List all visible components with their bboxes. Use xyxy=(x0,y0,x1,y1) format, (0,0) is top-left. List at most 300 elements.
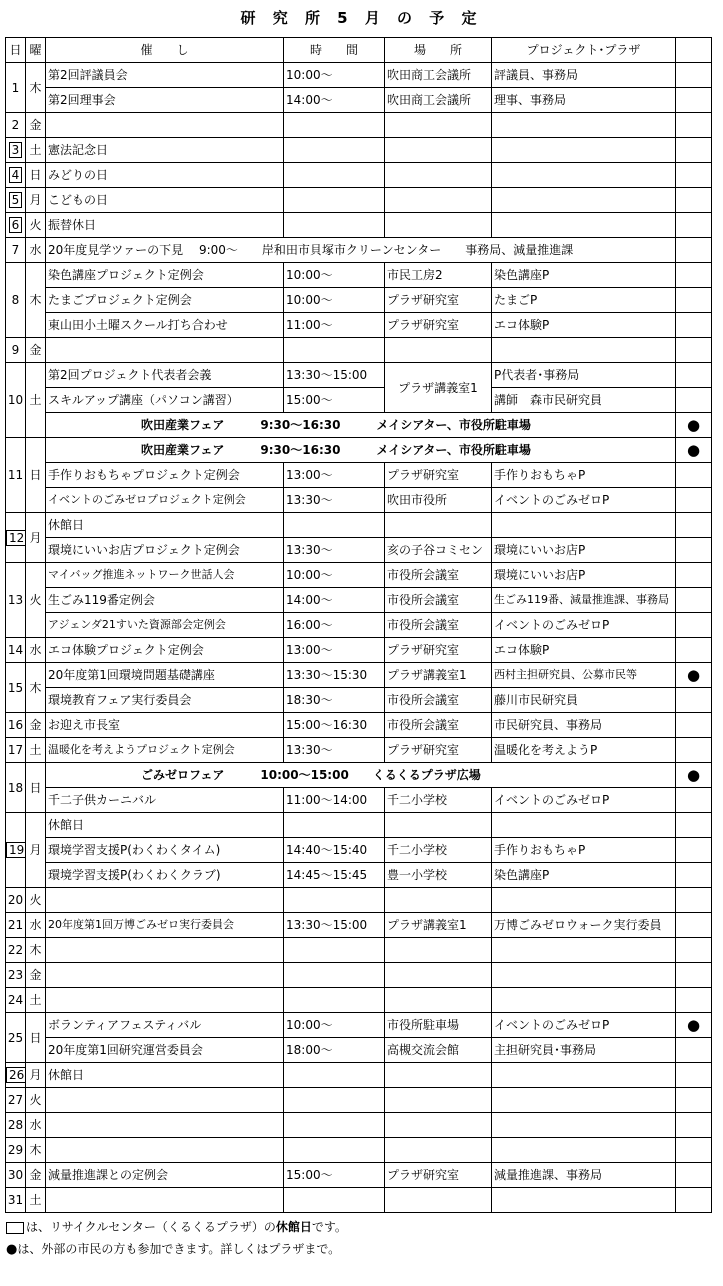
table-row xyxy=(6,763,712,788)
table-row xyxy=(6,938,712,963)
table-row xyxy=(6,63,712,88)
mark-cell xyxy=(676,388,712,413)
event-time xyxy=(284,138,385,163)
table-row xyxy=(6,113,712,138)
day-cell xyxy=(6,113,26,138)
weekday-cell: 水 xyxy=(26,238,46,263)
event-name: お迎え市長室 xyxy=(46,713,284,738)
event-place: 高槻交流会館 xyxy=(385,1038,492,1063)
day-cell xyxy=(6,363,26,438)
event-project: たまごP xyxy=(492,288,676,313)
table-row xyxy=(6,1088,712,1113)
day-cell xyxy=(6,1013,26,1063)
event-place xyxy=(385,1088,492,1113)
event-name: 東山田小土曜スクール打ち合わせ xyxy=(46,313,284,338)
table-row xyxy=(6,788,712,813)
event-project xyxy=(492,138,676,163)
header-project: プロジェクト･プラザ xyxy=(492,38,676,63)
day-number: 20 xyxy=(7,893,24,907)
event-summary: 吹田産業フェア 9:30～16:30 メイシアター、市役所駐車場 xyxy=(46,413,676,438)
mark-cell xyxy=(676,688,712,713)
day-number: 25 xyxy=(7,1030,24,1045)
event-project xyxy=(492,213,676,238)
page-title: 研 究 所 5 月 の 予 定 xyxy=(240,9,483,27)
event-name: 第2回プロジェクト代表者会義 xyxy=(46,363,284,388)
event-project xyxy=(492,163,676,188)
event-project: 生ごみ119番、減量推進課、事務局 xyxy=(492,588,676,613)
event-time xyxy=(284,1138,385,1163)
weekday-cell: 金 xyxy=(26,963,46,988)
day-number: 7 xyxy=(11,243,20,257)
day-cell xyxy=(6,813,26,888)
event-project xyxy=(492,513,676,538)
event-place: 市役所会議室 xyxy=(385,588,492,613)
mark-cell xyxy=(676,513,712,538)
table-row xyxy=(6,713,712,738)
event-name xyxy=(46,1138,284,1163)
table-row xyxy=(6,688,712,713)
event-time xyxy=(284,938,385,963)
event-time: 10:00～ xyxy=(284,263,385,288)
mark-cell xyxy=(676,238,712,263)
event-name: 休館日 xyxy=(46,813,284,838)
day-cell xyxy=(6,738,26,763)
public-event-dot-icon: ● xyxy=(676,1013,712,1038)
table-row xyxy=(6,413,712,438)
event-name: 千二子供カーニバル xyxy=(46,788,284,813)
dot-legend-icon: ● xyxy=(6,1242,18,1257)
event-time: 14:45～15:45 xyxy=(284,863,385,888)
event-time xyxy=(284,1063,385,1088)
closed-day-number: 3 xyxy=(9,142,23,158)
table-row xyxy=(6,288,712,313)
event-name: こどもの日 xyxy=(46,188,284,213)
mark-cell xyxy=(676,963,712,988)
event-time: 13:30～15:00 xyxy=(284,363,385,388)
day-number: 21 xyxy=(7,918,24,932)
weekday-cell: 土 xyxy=(26,1188,46,1213)
event-project xyxy=(492,188,676,213)
table-row xyxy=(6,163,712,188)
weekday-cell: 金 xyxy=(26,713,46,738)
mark-cell xyxy=(676,463,712,488)
weekday-cell: 木 xyxy=(26,938,46,963)
day-number: 16 xyxy=(7,718,24,732)
weekday-cell: 月 xyxy=(26,813,46,888)
weekday-cell: 水 xyxy=(26,638,46,663)
event-name: 減量推進課との定例会 xyxy=(46,1163,284,1188)
day-cell xyxy=(6,1113,26,1138)
day-cell xyxy=(6,163,26,188)
event-name: スキルアップ講座（パソコン講習） xyxy=(46,388,284,413)
day-cell xyxy=(6,338,26,363)
closed-day-number: 5 xyxy=(9,192,23,208)
table-row xyxy=(6,313,712,338)
day-cell xyxy=(6,713,26,738)
header-time: 時 間 xyxy=(284,38,385,63)
event-place: 市役所会議室 xyxy=(385,613,492,638)
event-name xyxy=(46,338,284,363)
event-place xyxy=(385,813,492,838)
event-name: イベントのごみゼロプロジェクト定例会 xyxy=(46,488,284,513)
table-row xyxy=(6,363,712,388)
weekday-cell: 木 xyxy=(26,263,46,338)
weekday-cell: 日 xyxy=(26,1013,46,1063)
event-place: 千二小学校 xyxy=(385,838,492,863)
event-time xyxy=(284,813,385,838)
table-row xyxy=(6,638,712,663)
event-place xyxy=(385,338,492,363)
event-place: 市役所会議室 xyxy=(385,563,492,588)
public-event-dot-icon: ● xyxy=(676,663,712,688)
event-place: プラザ研究室 xyxy=(385,1163,492,1188)
mark-cell xyxy=(676,1063,712,1088)
day-cell xyxy=(6,238,26,263)
event-project xyxy=(492,963,676,988)
event-time: 13:30～ xyxy=(284,538,385,563)
mark-cell xyxy=(676,613,712,638)
day-number: 29 xyxy=(7,1143,24,1157)
event-name: みどりの日 xyxy=(46,163,284,188)
event-project: 西村主担研究員、公募市民等 xyxy=(492,663,676,688)
table-row xyxy=(6,888,712,913)
event-place xyxy=(385,1113,492,1138)
event-name: 第2回評議員会 xyxy=(46,63,284,88)
dot-note xyxy=(6,1238,347,1261)
event-name xyxy=(46,963,284,988)
day-cell xyxy=(6,1188,26,1213)
event-project xyxy=(492,1188,676,1213)
event-place xyxy=(385,188,492,213)
table-row xyxy=(6,488,712,513)
event-project: 主担研究員･事務局 xyxy=(492,1038,676,1063)
event-project: 減量推進課、事務局 xyxy=(492,1163,676,1188)
event-name xyxy=(46,888,284,913)
event-time: 15:00～ xyxy=(284,388,385,413)
mark-cell xyxy=(676,538,712,563)
day-number: 1 xyxy=(11,80,20,95)
mark-cell xyxy=(676,1163,712,1188)
day-cell xyxy=(6,638,26,663)
mark-cell xyxy=(676,1188,712,1213)
event-project: 市民研究員、事務局 xyxy=(492,713,676,738)
event-place xyxy=(385,888,492,913)
mark-cell xyxy=(676,838,712,863)
table-row xyxy=(6,813,712,838)
day-number: 23 xyxy=(7,968,24,982)
notes xyxy=(6,1216,347,1261)
table-row xyxy=(6,863,712,888)
day-number: 18 xyxy=(7,780,24,795)
event-place: プラザ研究室 xyxy=(385,738,492,763)
mark-cell xyxy=(676,938,712,963)
event-time xyxy=(284,188,385,213)
mark-cell xyxy=(676,713,712,738)
weekday-cell: 月 xyxy=(26,513,46,563)
event-place xyxy=(385,113,492,138)
event-place: 市役所会議室 xyxy=(385,688,492,713)
event-project xyxy=(492,813,676,838)
day-number: 30 xyxy=(7,1168,24,1182)
mark-cell xyxy=(676,1138,712,1163)
closed-day-number: 19 xyxy=(6,842,26,858)
event-time: 18:30～ xyxy=(284,688,385,713)
event-place: プラザ研究室 xyxy=(385,638,492,663)
event-place: プラザ研究室 xyxy=(385,463,492,488)
closed-day-number: 26 xyxy=(6,1067,26,1083)
table-row xyxy=(6,263,712,288)
table-row xyxy=(6,88,712,113)
event-place xyxy=(385,988,492,1013)
event-place xyxy=(385,163,492,188)
day-number: 10 xyxy=(7,393,24,407)
mark-cell xyxy=(676,188,712,213)
day-cell xyxy=(6,1063,26,1088)
event-time: 13:30～ xyxy=(284,738,385,763)
event-time: 13:00～ xyxy=(284,463,385,488)
event-name: 休館日 xyxy=(46,513,284,538)
table-row xyxy=(6,513,712,538)
event-name: 環境にいいお店プロジェクト定例会 xyxy=(46,538,284,563)
day-cell xyxy=(6,1088,26,1113)
event-place xyxy=(385,213,492,238)
event-summary: 吹田産業フェア 9:30～16:30 メイシアター、市役所駐車場 xyxy=(46,438,676,463)
table-row xyxy=(6,1163,712,1188)
event-project: 環境にいいお店P xyxy=(492,563,676,588)
day-cell xyxy=(6,63,26,113)
day-number: 2 xyxy=(11,118,20,132)
weekday-cell: 金 xyxy=(26,113,46,138)
mark-cell xyxy=(676,988,712,1013)
day-cell xyxy=(6,938,26,963)
event-project: イベントのごみゼロP xyxy=(492,1013,676,1038)
closed-day-number: 12 xyxy=(6,530,26,546)
day-cell xyxy=(6,1138,26,1163)
table-row xyxy=(6,463,712,488)
mark-cell xyxy=(676,563,712,588)
event-name: 生ごみ119番定例会 xyxy=(46,588,284,613)
day-cell xyxy=(6,888,26,913)
mark-cell xyxy=(676,213,712,238)
event-name: アジェンダ21すいた資源部会定例会 xyxy=(46,613,284,638)
event-name: 20年度第1回環境問題基礎講座 xyxy=(46,663,284,688)
header-event: 催 し xyxy=(46,38,284,63)
event-place xyxy=(385,138,492,163)
mark-cell xyxy=(676,588,712,613)
header-row xyxy=(6,38,712,63)
event-summary: 20年度見学ツァーの下見 9:00～ 岸和田市貝塚市クリーンセンター 事務局、減量推進課 xyxy=(46,238,676,263)
mark-cell xyxy=(676,813,712,838)
day-number: 13 xyxy=(7,593,24,607)
event-time: 10:00～ xyxy=(284,1013,385,1038)
day-cell xyxy=(6,213,26,238)
event-project: 理事、事務局 xyxy=(492,88,676,113)
table-row xyxy=(6,1113,712,1138)
event-place: プラザ講義室1 xyxy=(385,663,492,688)
event-project: イベントのごみゼロP xyxy=(492,613,676,638)
event-time: 13:30～ xyxy=(284,488,385,513)
event-time xyxy=(284,1188,385,1213)
dot-note-text: は、外部の市民の方も参加できます。詳しくはプラザまで。 xyxy=(17,1242,341,1256)
mark-cell xyxy=(676,263,712,288)
event-time: 10:00～ xyxy=(284,63,385,88)
event-project xyxy=(492,1138,676,1163)
table-row xyxy=(6,988,712,1013)
table-row xyxy=(6,138,712,163)
event-time xyxy=(284,1088,385,1113)
table-row xyxy=(6,438,712,463)
event-name xyxy=(46,1113,284,1138)
event-name: 手作りおもちゃプロジェクト定例会 xyxy=(46,463,284,488)
event-time xyxy=(284,1113,385,1138)
weekday-cell: 水 xyxy=(26,1113,46,1138)
event-time: 14:00～ xyxy=(284,88,385,113)
event-place: プラザ講義室1 xyxy=(385,363,492,413)
event-name: 環境学習支援P(わくわくタイム) xyxy=(46,838,284,863)
day-cell xyxy=(6,513,26,563)
mark-cell xyxy=(676,363,712,388)
event-name xyxy=(46,938,284,963)
event-time: 10:00～ xyxy=(284,563,385,588)
day-cell xyxy=(6,913,26,938)
weekday-cell: 土 xyxy=(26,988,46,1013)
event-project: エコ体験P xyxy=(492,313,676,338)
event-time xyxy=(284,338,385,363)
weekday-cell: 土 xyxy=(26,738,46,763)
mark-cell xyxy=(676,313,712,338)
event-time: 13:00～ xyxy=(284,638,385,663)
weekday-cell: 日 xyxy=(26,763,46,813)
closed-note-text: は、リサイクルセンター（くるくるプラザ）の xyxy=(26,1220,276,1234)
header-day: 日 xyxy=(6,38,26,63)
weekday-cell: 金 xyxy=(26,1163,46,1188)
closed-day-number: 4 xyxy=(9,167,23,183)
table-row xyxy=(6,1063,712,1088)
event-time: 13:30～15:00 xyxy=(284,913,385,938)
closed-note-bold: 休館日 xyxy=(275,1220,312,1234)
event-time xyxy=(284,113,385,138)
event-project: 手作りおもちゃP xyxy=(492,463,676,488)
public-event-dot-icon: ● xyxy=(676,763,712,788)
event-time xyxy=(284,963,385,988)
event-time: 14:40～15:40 xyxy=(284,838,385,863)
event-time xyxy=(284,888,385,913)
event-project: 染色講座P xyxy=(492,263,676,288)
day-cell xyxy=(6,188,26,213)
table-row xyxy=(6,238,712,263)
event-name: マイバッグ推進ネットワーク世話人会 xyxy=(46,563,284,588)
event-name: 染色講座プロジェクト定例会 xyxy=(46,263,284,288)
table-row xyxy=(6,838,712,863)
event-time: 10:00～ xyxy=(284,288,385,313)
event-project xyxy=(492,1063,676,1088)
mark-cell xyxy=(676,88,712,113)
event-time: 16:00～ xyxy=(284,613,385,638)
event-time xyxy=(284,213,385,238)
day-number: 14 xyxy=(7,643,24,657)
day-cell xyxy=(6,138,26,163)
table-row xyxy=(6,663,712,688)
event-project: エコ体験P xyxy=(492,638,676,663)
day-cell xyxy=(6,663,26,713)
event-place: 亥の子谷コミセン xyxy=(385,538,492,563)
table-row xyxy=(6,538,712,563)
header-mark xyxy=(676,38,712,63)
event-place: 吹田市役所 xyxy=(385,488,492,513)
table-row xyxy=(6,563,712,588)
event-project xyxy=(492,1088,676,1113)
table-row xyxy=(6,1188,712,1213)
event-time: 15:00～16:30 xyxy=(284,713,385,738)
event-name: 休館日 xyxy=(46,1063,284,1088)
table-row xyxy=(6,588,712,613)
day-cell xyxy=(6,988,26,1013)
event-name: 振替休日 xyxy=(46,213,284,238)
day-number: 8 xyxy=(11,293,20,307)
event-time: 11:00～ xyxy=(284,313,385,338)
event-place xyxy=(385,513,492,538)
mark-cell xyxy=(676,63,712,88)
event-project xyxy=(492,988,676,1013)
weekday-cell: 木 xyxy=(26,1138,46,1163)
event-project: イベントのごみゼロP xyxy=(492,488,676,513)
event-place xyxy=(385,938,492,963)
table-row xyxy=(6,1138,712,1163)
event-project: イベントのごみゼロP xyxy=(492,788,676,813)
table-row xyxy=(6,1013,712,1038)
table-row xyxy=(6,738,712,763)
mark-cell xyxy=(676,288,712,313)
table-row xyxy=(6,913,712,938)
day-number: 15 xyxy=(7,680,24,695)
event-project: 温暖化を考えようP xyxy=(492,738,676,763)
event-name: たまごプロジェクト定例会 xyxy=(46,288,284,313)
mark-cell xyxy=(676,913,712,938)
mark-cell xyxy=(676,888,712,913)
event-name: 20年度第1回万博ごみゼロ実行委員会 xyxy=(46,913,284,938)
weekday-cell: 木 xyxy=(26,663,46,713)
event-time: 18:00～ xyxy=(284,1038,385,1063)
public-event-dot-icon: ● xyxy=(676,438,712,463)
event-name: エコ体験プロジェクト定例会 xyxy=(46,638,284,663)
weekday-cell: 火 xyxy=(26,213,46,238)
day-cell xyxy=(6,1163,26,1188)
event-place: 豊一小学校 xyxy=(385,863,492,888)
event-place xyxy=(385,1188,492,1213)
event-name: 環境学習支援P(わくわくクラブ) xyxy=(46,863,284,888)
weekday-cell: 月 xyxy=(26,188,46,213)
event-project xyxy=(492,938,676,963)
weekday-cell: 土 xyxy=(26,138,46,163)
weekday-cell: 金 xyxy=(26,338,46,363)
event-time xyxy=(284,163,385,188)
table-row xyxy=(6,388,712,413)
mark-cell xyxy=(676,338,712,363)
event-time xyxy=(284,988,385,1013)
event-name xyxy=(46,988,284,1013)
event-place: 吹田商工会議所 xyxy=(385,88,492,113)
day-number: 24 xyxy=(7,993,24,1007)
event-project: 手作りおもちゃP xyxy=(492,838,676,863)
day-number: 31 xyxy=(7,1193,24,1207)
mark-cell xyxy=(676,788,712,813)
event-name xyxy=(46,1088,284,1113)
table-row xyxy=(6,613,712,638)
weekday-cell: 土 xyxy=(26,363,46,438)
day-number: 17 xyxy=(7,743,24,757)
closed-note-end: です。 xyxy=(311,1220,347,1234)
day-number: 22 xyxy=(7,943,24,957)
